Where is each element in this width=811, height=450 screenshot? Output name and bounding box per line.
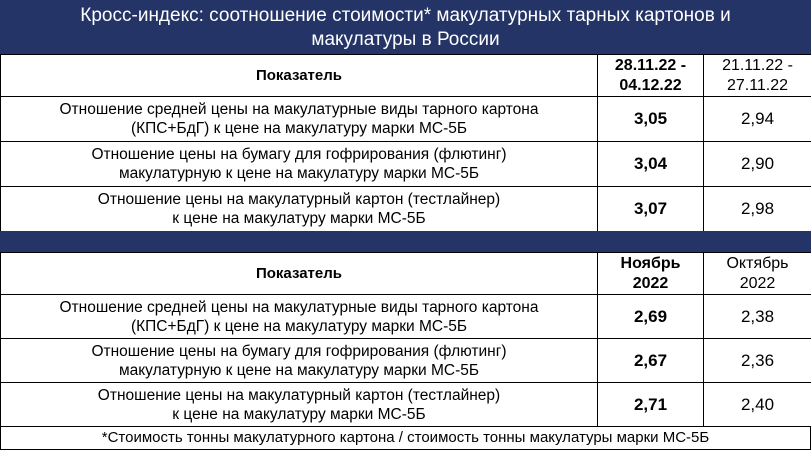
value-previous: 2,38 (704, 295, 811, 339)
section-divider (0, 231, 811, 252)
row-label-line-1: Отношение средней цены на макулатурные виды тарного картона (59, 101, 539, 118)
table-row (1, 97, 811, 142)
header-current-line-1: 28.11.22 - (614, 56, 687, 74)
value-current: 2,71 (598, 383, 704, 427)
header-current-line-2: 2022 (632, 274, 669, 292)
header-current-period (598, 55, 704, 97)
row-label (1, 383, 598, 427)
row-label-line-1: Отношение цены на бумагу для гофрирования (флютинг) (91, 146, 507, 163)
row-label (1, 339, 598, 383)
row-label-line-1: Отношение цены на макулатурный картон (тестлайнер) (97, 386, 501, 404)
header-previous-period (704, 55, 811, 97)
row-label (1, 295, 598, 339)
row-label-line-1: Отношение цены на бумагу для гофрирования (флютинг) (91, 342, 507, 360)
header-previous-line-1: 21.11.22 - (722, 56, 793, 74)
value-current: 3,05 (598, 97, 704, 142)
value-previous: 2,40 (704, 383, 811, 427)
row-label-line-1: Отношение средней цены на макулатурные виды тарного картона (59, 298, 539, 316)
value-previous: 2,94 (704, 97, 811, 142)
table-header-row (1, 55, 811, 97)
row-label-line-2: (КПС+БдГ) к цене на макулатуру марки МС-5Б (130, 317, 468, 335)
document-title (0, 0, 811, 54)
row-label-line-2: (КПС+БдГ) к цене на макулатуру марки МС-5Б (130, 120, 468, 137)
value-previous: 2,98 (704, 187, 811, 232)
header-current-line-2: 04.12.22 (619, 76, 682, 94)
header-previous-line-2: 2022 (739, 274, 776, 292)
value-current: 2,69 (598, 295, 704, 339)
header-indicator: Показатель (1, 55, 598, 97)
value-current: 3,04 (598, 142, 704, 187)
weekly-index-table (0, 54, 811, 232)
row-label (1, 187, 598, 232)
header-current-period (598, 253, 704, 295)
table-header-row (1, 253, 811, 295)
row-label (1, 97, 598, 142)
table-row (1, 295, 811, 339)
table-row (1, 383, 811, 427)
row-label (1, 142, 598, 187)
table-row (1, 339, 811, 383)
value-previous: 2,36 (704, 339, 811, 383)
title-line-2: макулатуры в России (311, 29, 500, 50)
row-label-line-2: макулатурную к цене на макулатуру марки МС-5Б (118, 165, 480, 182)
header-indicator: Показатель (1, 253, 598, 295)
row-label-line-2: к цене на макулатуру марки МС-5Б (172, 210, 426, 227)
value-current: 3,07 (598, 187, 704, 232)
footnote: *Стоимость тонны макулатурного картона / стоимость тонны макулатуры марки МС-5Б (0, 426, 811, 450)
value-current: 2,67 (598, 339, 704, 383)
value-previous: 2,90 (704, 142, 811, 187)
header-current-line-1: Ноябрь (620, 254, 681, 272)
row-label-line-2: к цене на макулатуру марки МС-5Б (172, 405, 426, 423)
header-previous-line-1: Октябрь (726, 254, 789, 272)
row-label-line-1: Отношение цены на макулатурный картон (тестлайнер) (97, 191, 501, 208)
header-previous-period (704, 253, 811, 295)
table-row (1, 187, 811, 232)
header-previous-line-2: 27.11.22 (726, 76, 789, 94)
monthly-index-table (0, 252, 811, 427)
table-row (1, 142, 811, 187)
row-label-line-2: макулатурную к цене на макулатуру марки МС-5Б (118, 361, 480, 379)
title-line-1: Кросс-индекс: соотношение стоимости* макулатурных тарных картонов и (80, 5, 731, 26)
